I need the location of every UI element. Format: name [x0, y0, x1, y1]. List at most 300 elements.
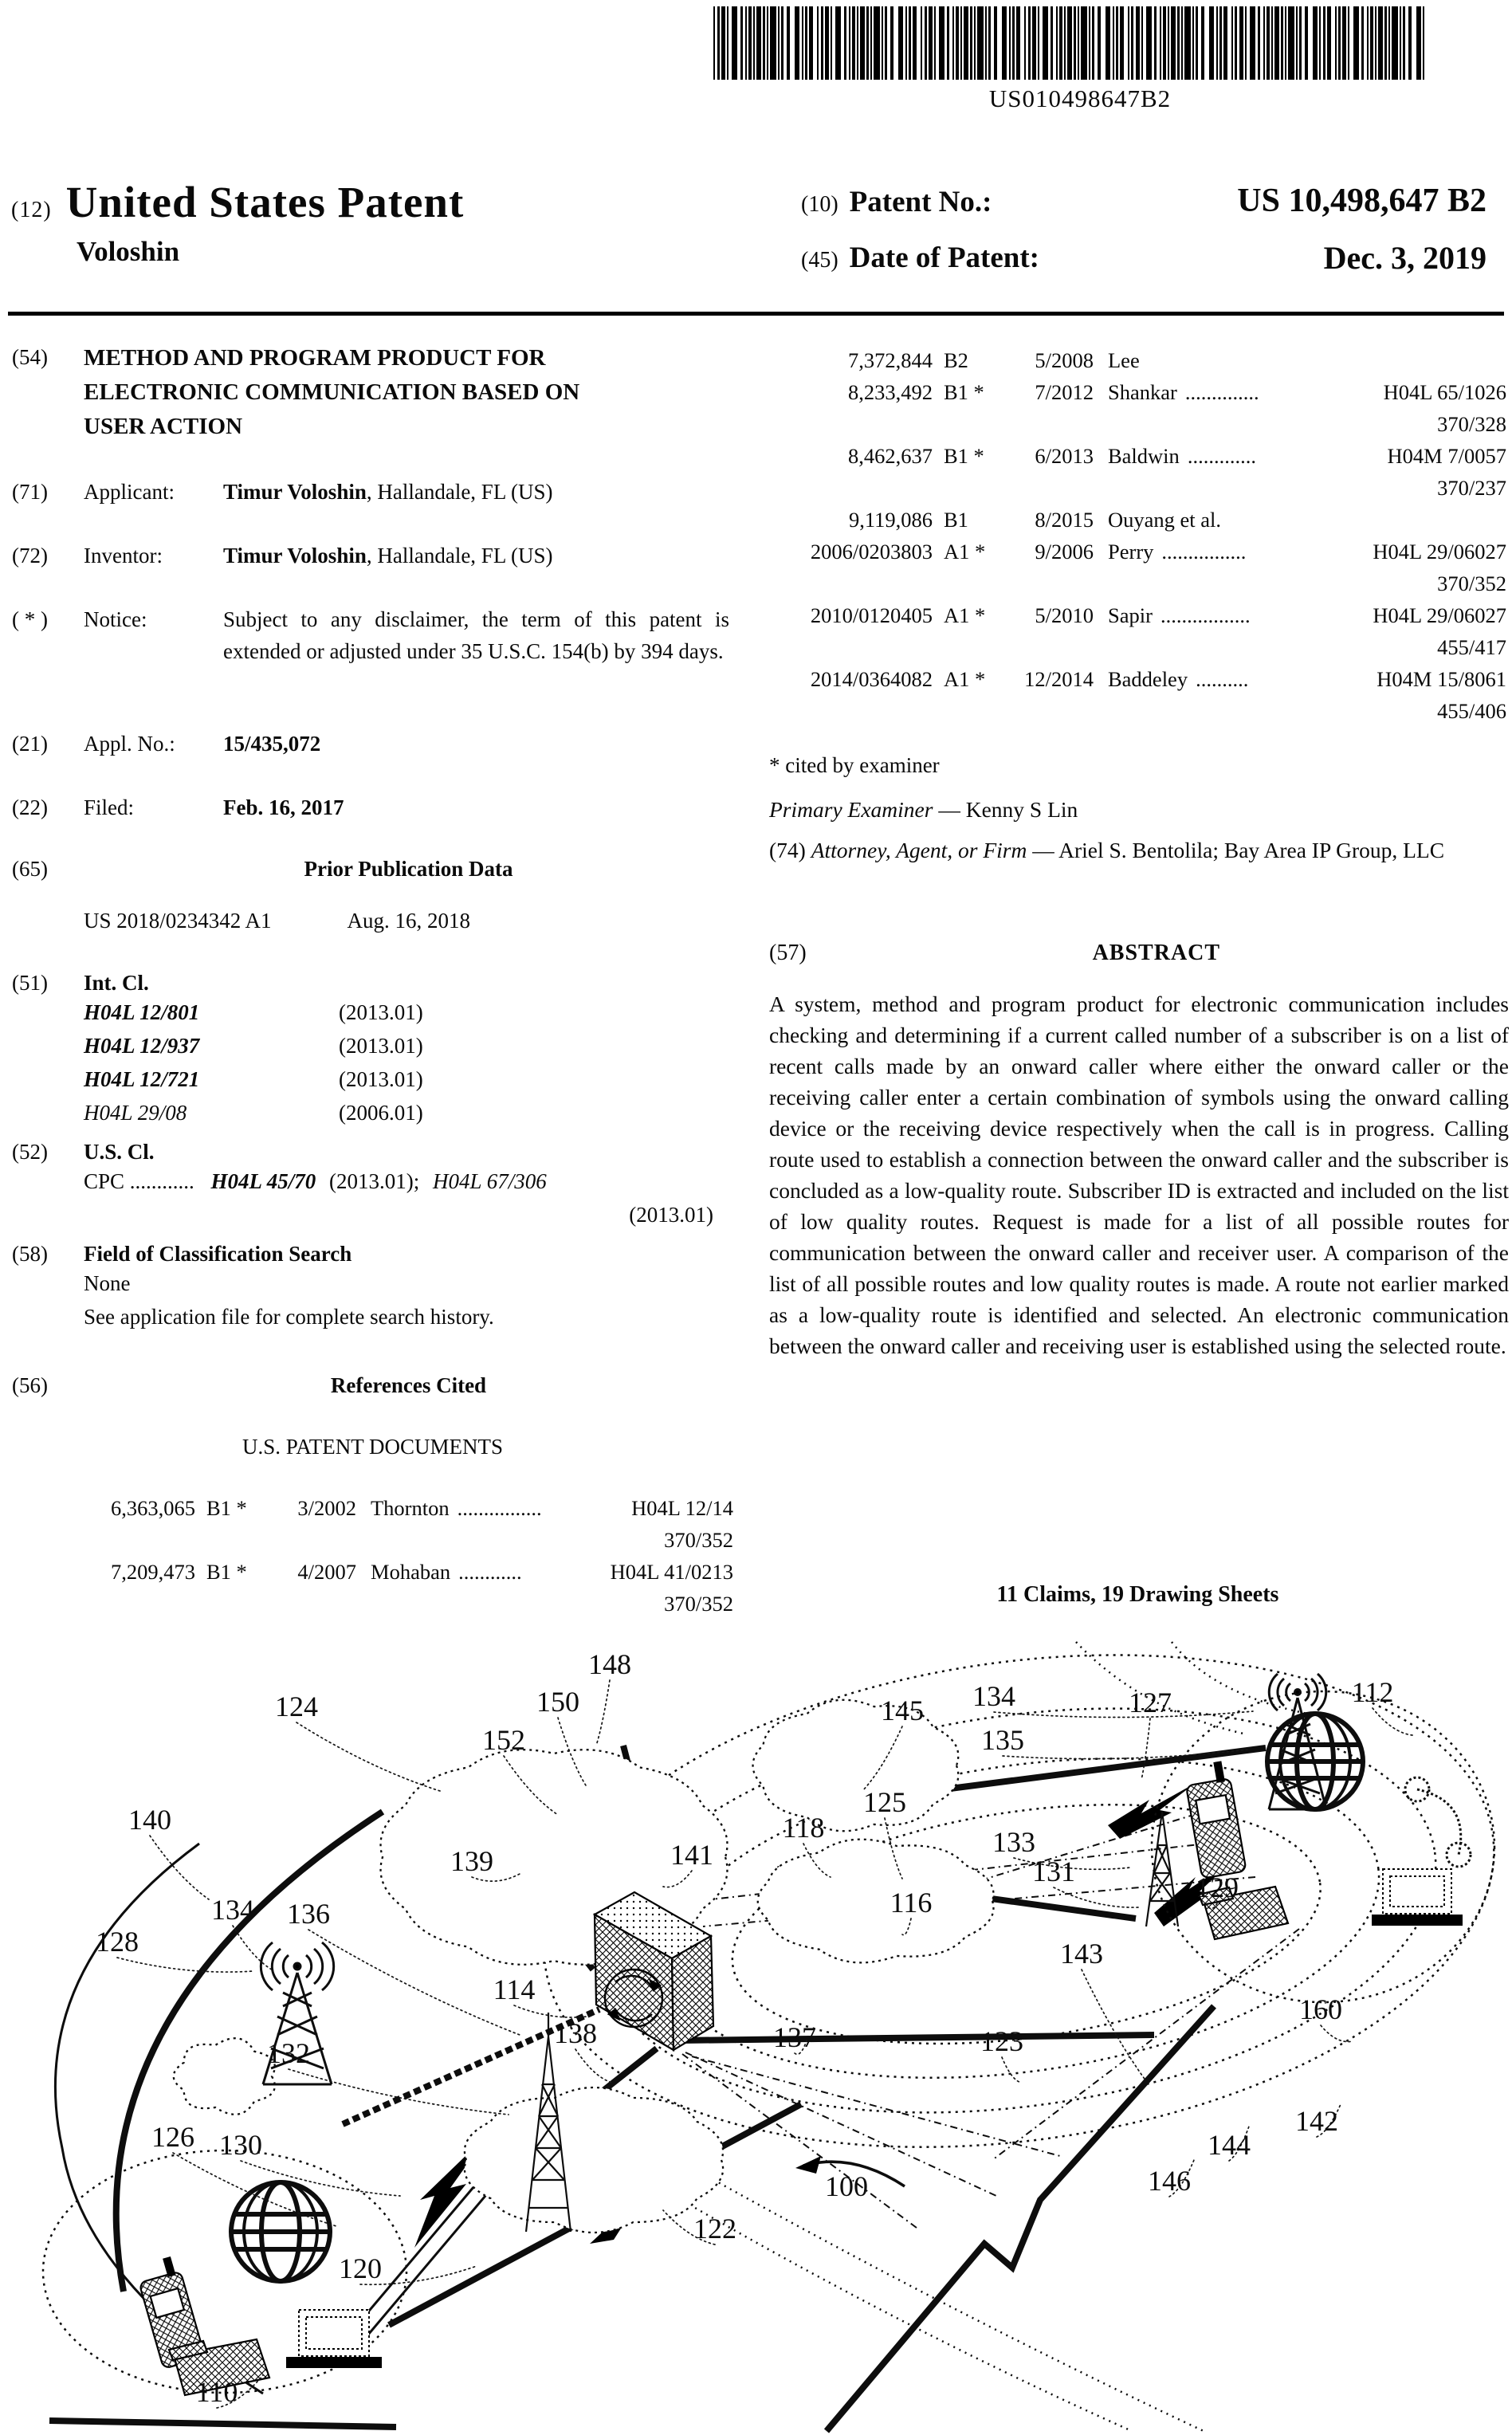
- barcode-bar: [882, 6, 883, 80]
- reference-class: H04L 12/14: [631, 1496, 733, 1520]
- barcode-bar: [1296, 6, 1298, 80]
- patent-no-code: (10): [801, 192, 838, 217]
- barcode-bar: [1348, 6, 1349, 80]
- barcode-bar: [974, 6, 976, 80]
- cpc-dots: ............: [129, 1169, 194, 1193]
- notice-text: Subject to any disclaimer, the term of this patent is extended or adjusted under 35 U.S.C. 154(b) by 394 days.: [223, 607, 729, 663]
- laptop-icon: [1373, 1869, 1462, 1925]
- barcode-bar: [1235, 6, 1237, 80]
- reference-kind: B1 *: [206, 1496, 247, 1520]
- figure-label-leader: [575, 2049, 612, 2083]
- field-header: Field of Classification Search: [84, 1242, 352, 1266]
- barcode-bar: [1051, 6, 1053, 80]
- barcode-bar: [988, 6, 991, 80]
- intcl-class: H04L 12/937: [84, 1034, 200, 1058]
- reference-dots: ................: [1161, 540, 1247, 564]
- barcode-bar: [1384, 6, 1387, 80]
- reference-kind: A1 *: [944, 540, 986, 564]
- barcode-bar: [964, 6, 968, 80]
- barcode-bar: [802, 6, 803, 80]
- notice-label: Notice:: [84, 607, 147, 631]
- figure-ref-numeral: 112: [1351, 1676, 1394, 1708]
- barcode-bar: [1032, 6, 1036, 80]
- intcl-version: (2013.01): [339, 1000, 423, 1024]
- barcode-bar: [763, 6, 765, 80]
- barcode-bar: [1267, 6, 1270, 80]
- reference-row: [769, 344, 1506, 376]
- figure-label-leader: [994, 1711, 1253, 1718]
- figure-ref-numeral: 160: [1299, 1993, 1342, 2025]
- applicant-code: (71): [12, 480, 48, 504]
- reference-class: H04L 41/0213: [610, 1560, 733, 1584]
- barcode-bar: [1370, 6, 1373, 80]
- figure-ref-numeral: 122: [693, 2213, 736, 2245]
- reference-number: 8,233,492: [848, 380, 933, 404]
- figure-ref-numeral: 131: [1032, 1856, 1075, 1887]
- barcode-bar: [1274, 6, 1279, 80]
- barcode-bar: [852, 6, 855, 80]
- attorney-label: Attorney, Agent, or Firm: [811, 838, 1027, 862]
- barcode-bar: [1335, 6, 1337, 80]
- reference-row: [769, 663, 1506, 695]
- reference-name: Thornton: [371, 1496, 450, 1520]
- reference-kind: B1: [944, 508, 968, 532]
- barcode-bar: [890, 6, 893, 80]
- reference-row: [769, 536, 1506, 568]
- reference-date: 5/2010: [1035, 603, 1094, 627]
- barcode-bar: [1219, 6, 1222, 80]
- barcode-bar: [825, 6, 829, 80]
- barcode-bar: [1408, 6, 1412, 80]
- barcode-bar: [1192, 6, 1194, 80]
- intcl-version: (2006.01): [339, 1101, 423, 1125]
- barcode-bar: [745, 6, 747, 80]
- intcl-class: H04L 29/08: [84, 1101, 187, 1125]
- barcode-bar: [1028, 6, 1031, 80]
- barcode-bar: [831, 6, 832, 80]
- figure-ref-numeral: 150: [536, 1686, 579, 1718]
- barcode-bar: [1245, 6, 1247, 80]
- field-see-note: See application file for complete search history.: [84, 1305, 494, 1329]
- section-prior-publication: [12, 853, 733, 885]
- barcode-bar: [1098, 6, 1101, 80]
- figure-ref-numeral: 100: [825, 2170, 868, 2202]
- barcode-bar: [1196, 6, 1198, 80]
- pub-code: (65): [12, 857, 48, 881]
- cpc-main-class: H04L 45/70: [210, 1169, 316, 1193]
- figure-ref-numeral: 139: [450, 1845, 493, 1877]
- barcode-bar: [1299, 6, 1302, 80]
- figure-ref-numeral: 114: [493, 1974, 536, 2005]
- reference-name: Sapir: [1108, 603, 1153, 627]
- reference-class: H04L 29/06027: [1373, 603, 1506, 627]
- barcode-bar: [713, 6, 715, 80]
- barcode-bar: [1285, 6, 1286, 80]
- barcode-bar: [1375, 6, 1377, 80]
- barcode-bar: [849, 6, 850, 80]
- pub-header: Prior Publication Data: [304, 857, 513, 881]
- barcode-bar: [1024, 6, 1026, 80]
- figure-label-leader: [150, 1836, 209, 1899]
- reference-row: [769, 440, 1506, 472]
- barcode-bar: [1271, 6, 1273, 80]
- figure-network-diagram: [0, 1638, 1512, 2435]
- section-title: [12, 341, 733, 444]
- notice-code: ( * ): [12, 607, 48, 631]
- field-code: (58): [12, 1242, 48, 1266]
- barcode-bar: [756, 6, 761, 80]
- figure-ref-numeral: 135: [981, 1724, 1024, 1756]
- link-137: [679, 2035, 1154, 2040]
- reference-class: H04M 15/8061: [1377, 667, 1506, 691]
- figure-ref-numeral: 128: [96, 1926, 139, 1958]
- section-appl-no: [12, 728, 320, 760]
- figure-ref-numeral: 127: [1129, 1687, 1172, 1718]
- barcode-bar: [1403, 6, 1405, 80]
- barcode-bar: [1009, 6, 1011, 80]
- reference-continuation: 370/352: [1437, 571, 1506, 595]
- figure-ref-numeral: 137: [773, 2021, 816, 2053]
- globe-icon: [231, 2182, 330, 2281]
- barcode-bar: [860, 6, 865, 80]
- inventor-label: Inventor:: [84, 544, 163, 568]
- barcode-bar: [1131, 6, 1133, 80]
- barcode-bar: [1160, 6, 1161, 80]
- barcode-bar: [770, 6, 776, 80]
- reference-number: 7,209,473: [111, 1560, 195, 1584]
- barcode-bar: [1016, 6, 1020, 80]
- barcode-bar: [1128, 6, 1129, 80]
- reference-continuation: 370/352: [664, 1592, 733, 1616]
- patent-no-value: US 10,498,647 B2: [1237, 183, 1486, 219]
- uscl-code: (52): [12, 1140, 48, 1164]
- barcode-bar: [952, 6, 954, 80]
- intcl-entry: [84, 1067, 642, 1092]
- barcode-bar: [1216, 6, 1218, 80]
- barcode-bar: [1067, 6, 1072, 80]
- figure-ref-numeral: 138: [554, 2017, 597, 2049]
- cpc-second-class: H04L 67/306: [433, 1169, 547, 1193]
- barcode-bar: [929, 6, 933, 80]
- barcode-bar: [1038, 6, 1039, 80]
- reference-dots: ............: [458, 1560, 522, 1584]
- reference-dots: ..............: [1184, 380, 1259, 404]
- barcode-bar: [1338, 6, 1341, 80]
- figure-ref-numeral: 140: [128, 1804, 171, 1836]
- figure-ref-numeral: 129: [1196, 1871, 1239, 1903]
- figure-label-leader: [1141, 1718, 1150, 1780]
- intcl-code: (51): [12, 971, 48, 995]
- figure-ref-numeral: 145: [881, 1695, 924, 1726]
- date-code: (45): [801, 248, 838, 273]
- reference-row: [32, 1556, 733, 1588]
- barcode-bar: [1416, 6, 1421, 80]
- barcode-bar: [870, 6, 872, 80]
- barcode-bar: [753, 6, 755, 80]
- refs-code: (56): [12, 1373, 48, 1397]
- figure-ref-numeral: 125: [863, 1786, 906, 1818]
- figure-ref-numeral: 143: [1060, 1938, 1103, 1970]
- reference-continuation: 370/237: [1437, 476, 1506, 500]
- figure-label-leader: [1082, 1970, 1146, 2081]
- barcode-bar: [821, 6, 823, 80]
- barcode-bar: [717, 6, 720, 80]
- barcode-bar: [1113, 6, 1114, 80]
- filed-label: Filed:: [84, 795, 135, 819]
- reference-kind: B1 *: [944, 444, 984, 468]
- section-applicant: [12, 476, 553, 508]
- intcl-entry: [84, 1034, 642, 1058]
- figure-label-leader: [117, 1958, 253, 1972]
- reference-name: Ouyang et al.: [1108, 508, 1222, 532]
- barcode-bar: [740, 6, 743, 80]
- figure-label-leader: [297, 1722, 440, 1791]
- reference-continuation: 455/406: [1437, 699, 1506, 723]
- figure-ref-numeral: 134: [972, 1680, 1015, 1712]
- barcode-bar: [1201, 6, 1204, 80]
- cloud-network-icon: [465, 2087, 723, 2233]
- barcode-bar: [1361, 6, 1364, 80]
- reference-number: 6,363,065: [111, 1496, 195, 1520]
- figure-ref-numeral: 126: [151, 2121, 194, 2153]
- barcode-bar: [1177, 6, 1180, 80]
- figure-ref-numeral: 118: [782, 1812, 825, 1844]
- inventor-code: (72): [12, 544, 48, 568]
- intcl-version: (2013.01): [339, 1067, 423, 1091]
- figure-ref-numeral: 110: [195, 2376, 238, 2408]
- barcode-bar: [817, 6, 819, 80]
- patent-number-line: [801, 185, 1502, 219]
- reference-date: 3/2002: [297, 1496, 356, 1520]
- barcode-bar: [874, 6, 880, 80]
- lightning-bolt-127: [1108, 1783, 1196, 1839]
- abstract-code: (57): [769, 941, 807, 965]
- barcode-bar: [985, 6, 987, 80]
- reference-kind: B1 *: [944, 380, 984, 404]
- barcode-bar: [1064, 6, 1066, 80]
- barcode-bar: [905, 6, 907, 80]
- barcode-bar: [1319, 6, 1321, 80]
- reference-row: [769, 504, 1506, 536]
- pub-number: US 2018/0234342 A1: [84, 909, 272, 933]
- intcl-class: H04L 12/801: [84, 1000, 200, 1024]
- inventor-location: , Hallandale, FL (US): [366, 544, 553, 568]
- filed-value: Feb. 16, 2017: [223, 795, 344, 819]
- link-143: [827, 2006, 1214, 2431]
- title-code: (54): [12, 345, 48, 369]
- pub-date: Aug. 16, 2018: [347, 909, 471, 933]
- barcode-bar: [1163, 6, 1166, 80]
- link-bottom: [49, 2421, 396, 2427]
- barcode-bar: [1388, 6, 1390, 80]
- barcode-bar: [1012, 6, 1015, 80]
- barcode-bar: [925, 6, 927, 80]
- reference-dots: ................: [457, 1496, 542, 1520]
- publication-data: [84, 909, 546, 933]
- reference-date: 4/2007: [297, 1560, 356, 1584]
- reference-class: H04L 29/06027: [1373, 540, 1506, 564]
- barcode-bar: [1171, 6, 1176, 80]
- device-group-112: [1152, 1691, 1494, 2002]
- cited-by-examiner-note: * cited by examiner: [769, 753, 940, 777]
- barcode-bar: [781, 6, 783, 80]
- applicant-name: Timur Voloshin: [223, 480, 367, 504]
- patent-date-line: [801, 241, 1502, 275]
- barcode-bar: [1184, 6, 1191, 80]
- barcode-bar: [1141, 6, 1143, 80]
- barcode-bar: [977, 6, 984, 80]
- abstract-header: ABSTRACT: [1092, 941, 1221, 965]
- intcl-header: Int. Cl.: [84, 971, 149, 995]
- barcode-block: [713, 6, 1447, 110]
- primary-examiner-line: [769, 797, 1506, 823]
- reference-date: 5/2008: [1035, 348, 1094, 372]
- figure-ref-numeral: 148: [588, 1648, 631, 1680]
- figure-ref-numeral: 141: [670, 1839, 713, 1871]
- reference-date: 12/2014: [1024, 667, 1094, 691]
- barcode-icon: [713, 6, 1447, 80]
- reference-number: 2014/0364082: [810, 667, 933, 691]
- barcode-bar: [909, 6, 911, 80]
- barcode-bar: [1239, 6, 1243, 80]
- reference-name: Baldwin: [1108, 444, 1180, 468]
- barcode-bar: [787, 6, 790, 80]
- attorney-name: — Ariel S. Bentolila; Bay Area IP Group, LLC: [1027, 838, 1445, 862]
- barcode-bar: [921, 6, 922, 80]
- patent-no-label: Patent No.:: [849, 186, 992, 218]
- barcode-bar: [844, 6, 846, 80]
- reference-continuation: 455/417: [1437, 635, 1506, 659]
- appl-value: 15/435,072: [223, 732, 321, 756]
- inventor-surname: Voloshin: [77, 236, 180, 267]
- reference-dots: .................: [1160, 603, 1251, 627]
- globe-icon: [1267, 1714, 1363, 1809]
- barcode-bar: [1078, 6, 1079, 80]
- figure-ref-numeral: 133: [992, 1826, 1035, 1858]
- barcode-bar: [857, 6, 858, 80]
- barcode-bar: [748, 6, 752, 80]
- figure-label-leader: [289, 2069, 509, 2115]
- barcode-bar: [721, 6, 725, 80]
- barcode-bar: [1154, 6, 1157, 80]
- cpc-label: CPC: [84, 1169, 125, 1193]
- barcode-bar: [1209, 6, 1214, 80]
- barcode-bar: [1342, 6, 1346, 80]
- references-table-right: [769, 344, 1506, 727]
- reference-continuation: 370/328: [1437, 412, 1506, 436]
- section-inventor: [12, 540, 553, 571]
- barcode-bar: [1092, 6, 1094, 80]
- barcode-bar: [1074, 6, 1076, 80]
- barcode-bar: [1043, 6, 1048, 80]
- intcl-entry: [84, 1000, 642, 1025]
- barcode-bar: [1400, 6, 1401, 80]
- barcode-bar: [1305, 6, 1308, 80]
- reference-kind: A1 *: [944, 603, 986, 627]
- barcode-bar: [1231, 6, 1233, 80]
- barcode-bar: [866, 6, 869, 80]
- date-label: Date of Patent:: [849, 242, 1040, 274]
- figure-ref-numeral: 124: [275, 1691, 318, 1722]
- figure-label-leader: [1054, 1887, 1138, 1907]
- reference-number: 2010/0120405: [810, 603, 933, 627]
- kind-code: (12): [11, 198, 52, 222]
- barcode-bar: [960, 6, 962, 80]
- figure-ref-numeral: 142: [1295, 2105, 1338, 2137]
- examiner-label: Primary Examiner: [769, 797, 933, 822]
- figure-ref-numeral: 123: [980, 2025, 1023, 2057]
- section-references-cited: [12, 1369, 733, 1401]
- boundary-arc: [685, 2164, 1204, 2431]
- reference-date: 9/2006: [1035, 540, 1094, 564]
- barcode-bar: [1223, 6, 1227, 80]
- abstract-text: A system, method and program product for electronic communication includes checking and determining if a current called number of a subscriber is on a list of recent calls made by an onward caller where either the onward caller or the receiving caller enter a certain combination of symbols using the onward calling device or the receiving device respectively when the call is in progress. Calling route used to establish a connection between the onward caller and the subscriber is concluded as a low-quality route. Subscriber ID is extracted and included on the list of low quality routes. Request is made for a list of all possible routes for communication between the onward caller and receiver user. A comparison of the list of all possible routes and low quality routes is made. A route not earlier marked as a low-quality route is identified and selected. An electronic communication between the onward caller and receiving user is established using the selected route.: [769, 992, 1509, 1358]
- invention-title: METHOD AND PROGRAM PRODUCT FOR ELECTRONIC COMMUNICATION BASED ON USER ACTION: [84, 345, 580, 439]
- barcode-bar: [767, 6, 768, 80]
- reference-name: Perry: [1108, 540, 1154, 564]
- barcode-bar: [956, 6, 959, 80]
- barcode-bar: [727, 6, 729, 80]
- handset-icon: [1405, 1777, 1471, 1867]
- barcode-bar: [1423, 6, 1424, 80]
- doc-type: United States Patent: [65, 178, 465, 226]
- reference-continuation: 370/352: [664, 1528, 733, 1552]
- cpc-line: [84, 1169, 733, 1194]
- figure-ref-numeral: 136: [287, 1898, 330, 1930]
- barcode-bar: [778, 6, 780, 80]
- intcl-version: (2013.01): [339, 1034, 423, 1058]
- reference-number: 9,119,086: [848, 508, 933, 532]
- section-filed: [12, 791, 344, 823]
- reference-name: Lee: [1108, 348, 1140, 372]
- reference-number: 8,462,637: [848, 444, 933, 468]
- figure-label-leader: [596, 1680, 610, 1746]
- barcode-bar: [732, 6, 737, 80]
- laptop-icon: [287, 2310, 381, 2367]
- inventor-name: Timur Voloshin: [223, 544, 367, 568]
- examiner-name: — Kenny S Lin: [933, 797, 1078, 822]
- barcode-bar: [1106, 6, 1110, 80]
- figure-ref-numeral: 120: [339, 2252, 382, 2284]
- reference-kind: A1 *: [944, 667, 986, 691]
- attorney-line: [769, 834, 1506, 866]
- filed-code: (22): [12, 795, 48, 819]
- barcode-bar: [1002, 6, 1007, 80]
- barcode-bar: [1181, 6, 1183, 80]
- claims-drawing-sheets-note: 11 Claims, 19 Drawing Sheets: [996, 1582, 1279, 1607]
- reference-name: Baddeley: [1108, 667, 1188, 691]
- appl-code: (21): [12, 732, 48, 756]
- barcode-bar: [1136, 6, 1140, 80]
- barcode-bar: [1168, 6, 1169, 80]
- figure-ref-numeral: 146: [1148, 2165, 1191, 2197]
- reference-row: [32, 1492, 733, 1524]
- references-table-left: [32, 1492, 733, 1620]
- barcode-bar: [1250, 6, 1255, 80]
- reference-dots: .............: [1187, 444, 1256, 468]
- section-notice: [12, 603, 729, 667]
- us-patent-documents-header: U.S. PATENT DOCUMENTS: [242, 1435, 504, 1459]
- barcode-bar: [1313, 6, 1318, 80]
- barcode-bar: [1116, 6, 1118, 80]
- barcode-bar: [913, 6, 917, 80]
- reference-date: 8/2015: [1035, 508, 1094, 532]
- reference-class: H04L 65/1026: [1383, 380, 1506, 404]
- reference-row: [769, 599, 1506, 631]
- barcode-bar: [1258, 6, 1260, 80]
- section-field-search: [12, 1238, 351, 1270]
- figure-ref-numeral: 130: [219, 2129, 262, 2161]
